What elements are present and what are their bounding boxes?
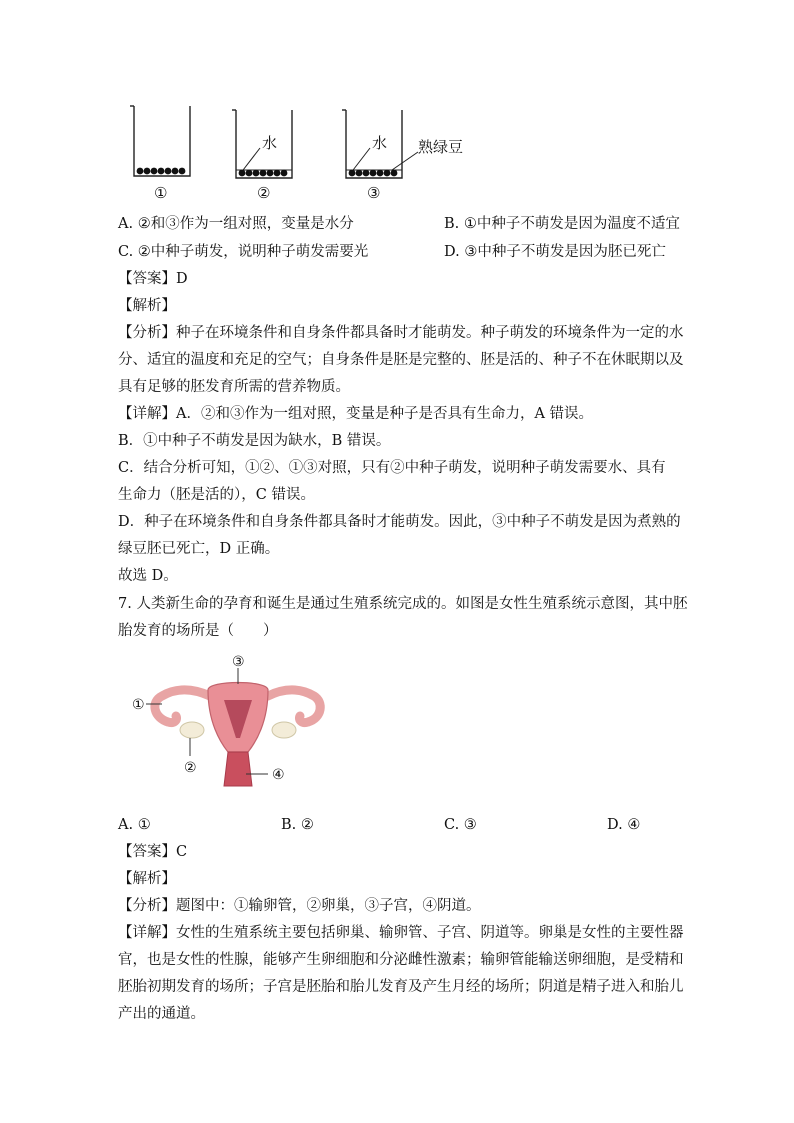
figure-label-2: ② [184, 760, 197, 776]
q7-analysis: 【分析】题图中：①输卵管，②卵巢，③子宫，④阴道。 [118, 898, 481, 914]
beaker-3-seeds [349, 170, 398, 177]
beaker-2-number: ② [257, 184, 271, 202]
q7-stem-line-2: 胎发育的场所是（ ） [118, 623, 278, 639]
q6-analysis-line-3: 具有足够的胚发育所需的营养物质。 [118, 379, 350, 395]
q6-detail-line-2: B．①中种子不萌发是因为缺水，B 错误。 [118, 433, 391, 449]
q7-detail-line-3: 胚胎初期发育的场所；子宫是胚胎和胎儿发育及产生月经的场所；阴道是精子进入和胎儿 [118, 979, 684, 995]
q6-detail-line-6: 绿豆胚已死亡，D 正确。 [118, 541, 280, 557]
q7-option-a[interactable]: A. ① [118, 817, 151, 833]
figure-label-4: ④ [272, 767, 285, 783]
q7-jiexi-heading: 【解析】 [118, 871, 176, 887]
beaker-2-seeds [239, 170, 288, 177]
q6-detail-line-1: 【详解】A．②和③作为一组对照，变量是种子是否具有生命力，A 错误。 [118, 406, 594, 422]
beaker-figure [120, 100, 480, 204]
beaker-1-number: ① [154, 184, 168, 202]
q6-option-b[interactable]: B. ①中种子不萌发是因为温度不适宜 [444, 216, 680, 232]
beaker-3-beans-label: 熟绿豆 [418, 138, 464, 156]
q7-detail-line-1: 【详解】女性的生殖系统主要包括卵巢、输卵管、子宫、阴道等。卵巢是女性的主要性器 [118, 925, 684, 941]
q6-option-c[interactable]: C. ②中种子萌发，说明种子萌发需要光 [118, 244, 369, 260]
q7-answer: 【答案】C [118, 844, 188, 860]
q6-detail-line-7: 故选 D。 [118, 568, 178, 584]
q7-option-d[interactable]: D. ④ [607, 817, 641, 833]
q7-detail-line-4: 产出的通道。 [118, 1006, 205, 1022]
q6-jiexi-heading: 【解析】 [118, 298, 176, 314]
q7-detail-line-2: 官，也是女性的性腺，能够产生卵细胞和分泌雌性激素；输卵管能输送卵细胞，是受精和 [118, 952, 684, 968]
q7-option-b[interactable]: B. ② [281, 817, 314, 833]
q6-analysis-line-2: 分、适宜的温度和充足的空气；自身条件是胚是完整的、胚是活的、种子不在休眠期以及 [118, 352, 684, 368]
q7-stem-line-1: 7. 人类新生命的孕育和诞生是通过生殖系统完成的。如图是女性生殖系统示意图，其中胚 [118, 596, 688, 612]
fallopian-tube-right [268, 690, 320, 723]
beaker-3-number: ③ [367, 184, 381, 202]
reproductive-system-figure [128, 652, 328, 792]
q6-detail-line-3: C．结合分析可知，①②、①③对照，只有②中种子萌发，说明种子萌发需要水、具有 [118, 460, 666, 476]
figure-label-1: ① [132, 697, 145, 713]
ovary-left [180, 722, 204, 738]
q6-option-d[interactable]: D. ③中种子不萌发是因为胚已死亡 [444, 244, 666, 260]
ovary-right [272, 722, 296, 738]
q6-option-a[interactable]: A. ②和③作为一组对照，变量是水分 [118, 216, 354, 232]
beaker-1 [130, 106, 190, 176]
q7-option-c[interactable]: C. ③ [444, 817, 477, 833]
figure-label-3: ③ [232, 654, 245, 670]
fallopian-tube-left [155, 690, 210, 723]
beaker-3-water-label: 水 [372, 134, 388, 152]
vagina [224, 752, 252, 786]
q6-detail-line-4: 生命力（胚是活的），C 错误。 [118, 487, 315, 503]
q6-answer: 【答案】D [118, 271, 188, 287]
beaker-1-seeds [137, 168, 186, 175]
q6-detail-line-5: D．种子在环境条件和自身条件都具备时才能萌发。因此，③中种子不萌发是因为煮熟的 [118, 514, 681, 530]
beaker-2-water-label: 水 [262, 134, 278, 152]
q6-analysis-line-1: 【分析】种子在环境条件和自身条件都具备时才能萌发。种子萌发的环境条件为一定的水 [118, 325, 684, 341]
